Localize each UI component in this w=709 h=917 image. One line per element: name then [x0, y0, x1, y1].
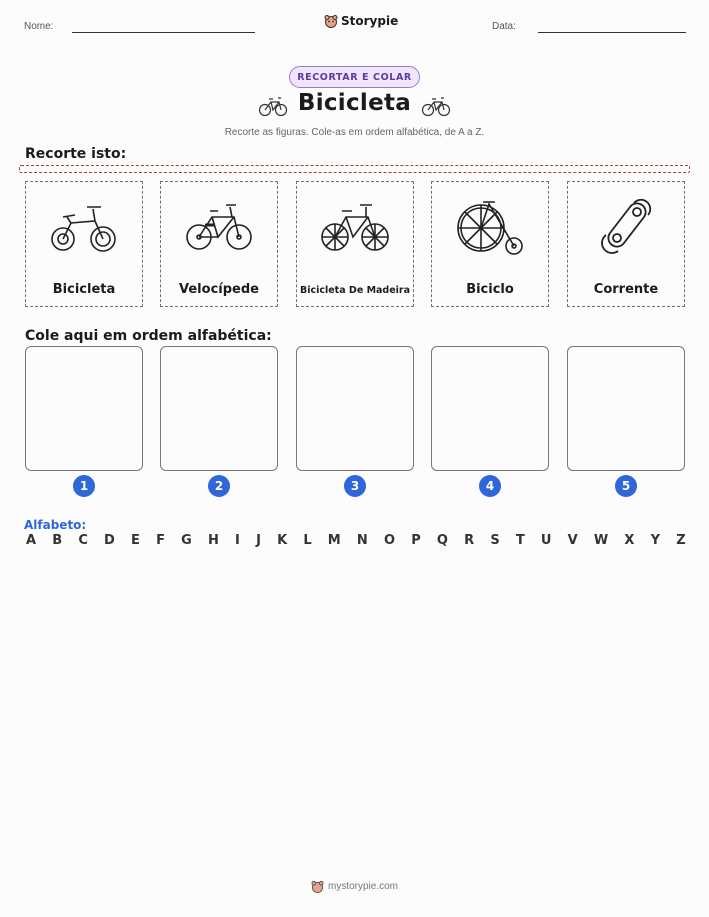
letter: T	[515, 533, 525, 548]
cut-card-4[interactable]	[431, 181, 549, 307]
paste-slot-1[interactable]	[25, 346, 143, 471]
letter: L	[303, 533, 312, 548]
name-line[interactable]	[72, 32, 255, 33]
page-title: Bicicleta	[297, 90, 412, 116]
brand-name: Storypie	[341, 14, 399, 28]
bicycle-icon	[184, 195, 254, 259]
bike-right-icon	[421, 94, 451, 118]
card-label: Velocípede	[179, 282, 259, 297]
paste-slot-3[interactable]	[296, 346, 414, 471]
letter: S	[490, 533, 500, 548]
letter: Z	[676, 533, 686, 548]
paste-slot-2[interactable]	[160, 346, 278, 471]
slot-number-4: 4	[479, 475, 501, 497]
alphabet-heading: Alfabeto:	[24, 518, 87, 532]
letter: E	[131, 533, 140, 548]
letter: U	[540, 533, 552, 548]
letter: Q	[436, 533, 448, 548]
balance-bike-icon	[49, 195, 119, 259]
letter: P	[411, 533, 421, 548]
wooden-bicycle-icon	[320, 195, 390, 259]
chain-icon	[596, 195, 656, 259]
date-label: Data:	[492, 21, 516, 32]
letter: M	[327, 533, 341, 548]
storypie-mascot-icon	[311, 880, 324, 893]
card-label: Biciclo	[466, 282, 514, 297]
letter: D	[104, 533, 115, 548]
letter: G	[181, 533, 192, 548]
letter: H	[207, 533, 219, 548]
name-label: Nome:	[24, 21, 54, 32]
slot-number-2: 2	[208, 475, 230, 497]
letter: O	[383, 533, 396, 548]
alphabet-row	[26, 533, 686, 548]
date-line[interactable]	[538, 32, 686, 33]
letter: F	[156, 533, 165, 548]
letter: R	[464, 533, 475, 548]
slot-number-5: 5	[615, 475, 637, 497]
letter: C	[78, 533, 88, 548]
cut-card-1[interactable]	[25, 181, 143, 307]
brand-logo	[324, 14, 398, 28]
cut-card-3[interactable]	[296, 181, 414, 307]
paste-slot-5[interactable]	[567, 346, 685, 471]
letter: X	[624, 533, 635, 548]
paste-heading: Cole aqui em ordem alfabética:	[25, 328, 272, 344]
penny-farthing-icon	[453, 194, 527, 260]
cut-line	[19, 165, 690, 173]
card-label: Bicicleta De Madeira	[299, 285, 411, 296]
footer	[0, 880, 709, 893]
instructions: Recorte as figuras. Cole-as em ordem alfabética, de A a Z.	[224, 127, 485, 138]
cut-card-5[interactable]	[567, 181, 685, 307]
letter: W	[593, 533, 609, 548]
letter: A	[26, 533, 37, 548]
letter: B	[52, 533, 63, 548]
footer-url[interactable]: mystorypie.com	[327, 881, 398, 892]
letter: I	[235, 533, 240, 548]
cut-card-2[interactable]	[160, 181, 278, 307]
slot-number-1: 1	[73, 475, 95, 497]
letter: J	[256, 533, 261, 548]
letter: Y	[650, 533, 661, 548]
letter: N	[356, 533, 368, 548]
card-label: Corrente	[593, 282, 659, 297]
storypie-mascot-icon	[324, 14, 338, 28]
activity-badge: RECORTAR E COLAR	[289, 66, 420, 88]
letter: K	[277, 533, 288, 548]
letter: V	[567, 533, 578, 548]
card-label: Bicicleta	[52, 282, 116, 297]
slot-number-3: 3	[344, 475, 366, 497]
cut-heading: Recorte isto:	[25, 146, 127, 162]
paste-slot-4[interactable]	[431, 346, 549, 471]
